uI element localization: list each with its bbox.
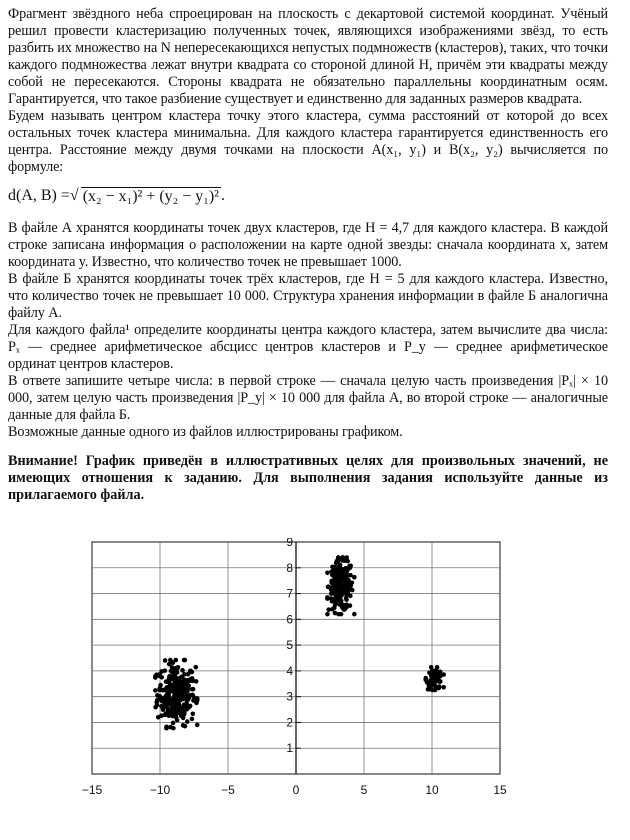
paragraph-intro: Фрагмент звёздного неба спроецирован на плоскость с декартовой системой координат. Учёный решил провести кластеризацию полученных точек, являющихся изображениями звёзд, то есть разбить их множество на N непересекающихся непустых подмножеств (кластеров), таких, что точки каждого подмножества лежат внутри квадрата со стороной длиной H, причём эти квадраты между собой не пересекаются. Стороны квадрата не обязательно параллельны координатным осям. Гарантируется, что такое разбиение существует и единственно для заданных размеров квадрата. [8,6,608,107]
paragraph-compute: Для каждого файла¹ определите координаты центра каждого кластера, затем вычислите два числа: Pₓ — среднее арифметическое абсцисс центров кластеров и P_y — среднее арифметическое ординат центров кластеров. [8,322,608,372]
scatter-point [183,724,188,729]
task-text [8,6,608,518]
scatter-point [178,680,183,685]
scatter-point [187,696,192,701]
y-tick-label: 6 [286,612,293,627]
scatter-point [339,570,344,575]
scatter-point [329,596,334,601]
scatter-point [429,682,434,687]
scatter-point [352,575,357,580]
x-tick-label: −5 [221,783,235,797]
scatter-point [333,611,338,616]
paragraph-file-a: В файле А хранятся координаты точек двух кластеров, где H = 4,7 для каждого кластера. В каждой строке записана информация о расположении на карте одной звезды: сначала координата x, затем координата y. Известно, что количество точек не превышает 1000. [8,220,608,270]
scatter-point [173,658,178,663]
scatter-point [346,587,351,592]
scatter-point [352,612,357,617]
scatter-point [430,669,435,674]
scatter-point [423,676,428,681]
scatter-point [332,606,337,611]
scatter-point [188,669,193,674]
scatter-point [165,685,170,690]
formula-end: . [220,187,225,204]
scatter-chart-svg [60,538,580,810]
scatter-point [344,597,349,602]
scatter-point [195,696,200,701]
scatter-point [164,726,169,731]
scatter-point [334,561,339,566]
scatter-point [335,568,340,573]
x-tick-label: 5 [360,783,368,797]
scatter-point [333,591,338,596]
scatter-point [172,684,177,689]
scatter-point [166,706,171,711]
scatter-point [190,711,195,716]
x-tick-label: 10 [425,783,439,797]
scatter-point [190,717,195,722]
y-tick-label: 8 [286,560,293,575]
scatter-point [167,680,172,685]
paragraph-file-b: В файле Б хранятся координаты точек трёх кластеров, где H = 5 для каждого кластера. Известно, что количество точек не превышает 10 000. Структура хранения информации в файле Б аналогична файлу А. [8,271,608,321]
scatter-point [437,674,442,679]
scatter-point [190,693,195,698]
scatter-point [183,685,188,690]
scatter-point [441,685,446,690]
scatter-point [176,665,181,670]
sqrt-sign: √ [69,187,79,204]
scatter-point [155,698,160,703]
scatter-point [330,564,335,569]
scatter-point [167,696,172,701]
scatter-point [176,698,181,703]
scatter-point [180,668,185,673]
scatter-point [329,569,334,574]
scatter-point [163,658,168,663]
scatter-point [177,702,182,707]
y-tick-label: 5 [286,638,293,653]
scatter-point [160,699,165,704]
warning-note: Внимание! График приведён в иллюстративных целях для произвольных значений, не имеющих отношения к заданию. Для выполнения задания используйте данные из прилагаемого файла. [8,453,608,503]
scatter-point [177,707,182,712]
scatter-point [430,688,435,693]
scatter-point [330,580,335,585]
scatter-point [183,658,188,663]
scatter-point [182,711,187,716]
scatter-point [153,688,158,693]
scatter-point [333,602,338,607]
scatter-point [191,679,196,684]
scatter-point [348,603,353,608]
formula-radicand: (x₂ − x₁)² + (y₂ − y₁)² [82,187,219,205]
scatter-point [181,716,186,721]
paragraph-answer-format: В ответе запишите четыре числа: в первой строке — сначала целую часть произведения |Pₓ| × 10 000, затем целую часть произведения |P_y| × 10 000 для файла А, во второй строке — аналогичные данные для файла Б. [8,373,608,423]
scatter-point [326,607,331,612]
scatter-point [175,718,180,723]
scatter-point [176,687,181,692]
scatter-point [325,570,330,575]
scatter-point [157,672,162,677]
scatter-point [343,584,348,589]
paragraph-illustration-note: Возможные данные одного из файлов иллюстрированы графиком. [8,424,403,440]
scatter-point [326,585,331,590]
paragraph-center-definition: Будем называть центром кластера точку этого кластера, сумма расстояний от которой до всех остальных точек кластера минимальна. Для каждого кластера гарантируется единственность его центра. Расстояние между двумя точками на плоскости A(x₁, y₁) и B(x₂, y₂) вычисляется по формуле: [8,108,608,175]
scatter-point [155,703,160,708]
scatter-point [339,598,344,603]
scatter-point [180,674,185,679]
scatter-point [436,679,441,684]
scatter-point [335,581,340,586]
scatter-point [430,676,435,681]
y-tick-label: 4 [286,663,293,678]
x-tick-label: −15 [81,783,103,797]
y-tick-label: 9 [286,538,293,549]
scatter-point [160,705,165,710]
scatter-point [338,603,343,608]
scatter-point [159,713,164,718]
scatter-point [336,556,341,561]
x-tick-label: 0 [292,783,300,797]
scatter-point [190,687,195,692]
scatter-point [193,665,198,670]
scatter-point [185,705,190,710]
scatter-point [185,719,190,724]
scatter-point [171,721,176,726]
scatter-point [325,612,330,617]
y-tick-label: 2 [286,715,293,730]
scatter-point [345,574,350,579]
scatter-point [339,577,344,582]
scatter-point [170,707,175,712]
scatter-point [345,559,350,564]
scatter-point [195,723,200,728]
scatter-point [341,555,346,560]
scatter-point [436,686,441,691]
x-tick-label: 15 [493,783,507,797]
scatter-chart [60,538,580,810]
y-tick-label: 1 [286,741,293,756]
scatter-point [168,658,173,663]
x-tick-label: −10 [149,783,171,797]
distance-formula [8,178,608,214]
scatter-point [167,674,172,679]
scatter-point [348,594,353,599]
scatter-point [161,688,166,693]
y-tick-label: 7 [286,586,293,601]
scatter-point [172,668,177,673]
scatter-point [175,711,180,716]
formula-lhs: d(A, B) = [8,187,70,204]
scatter-point [333,586,338,591]
scatter-point [168,725,173,730]
y-tick-label: 3 [286,689,293,704]
scatter-point [341,591,346,596]
